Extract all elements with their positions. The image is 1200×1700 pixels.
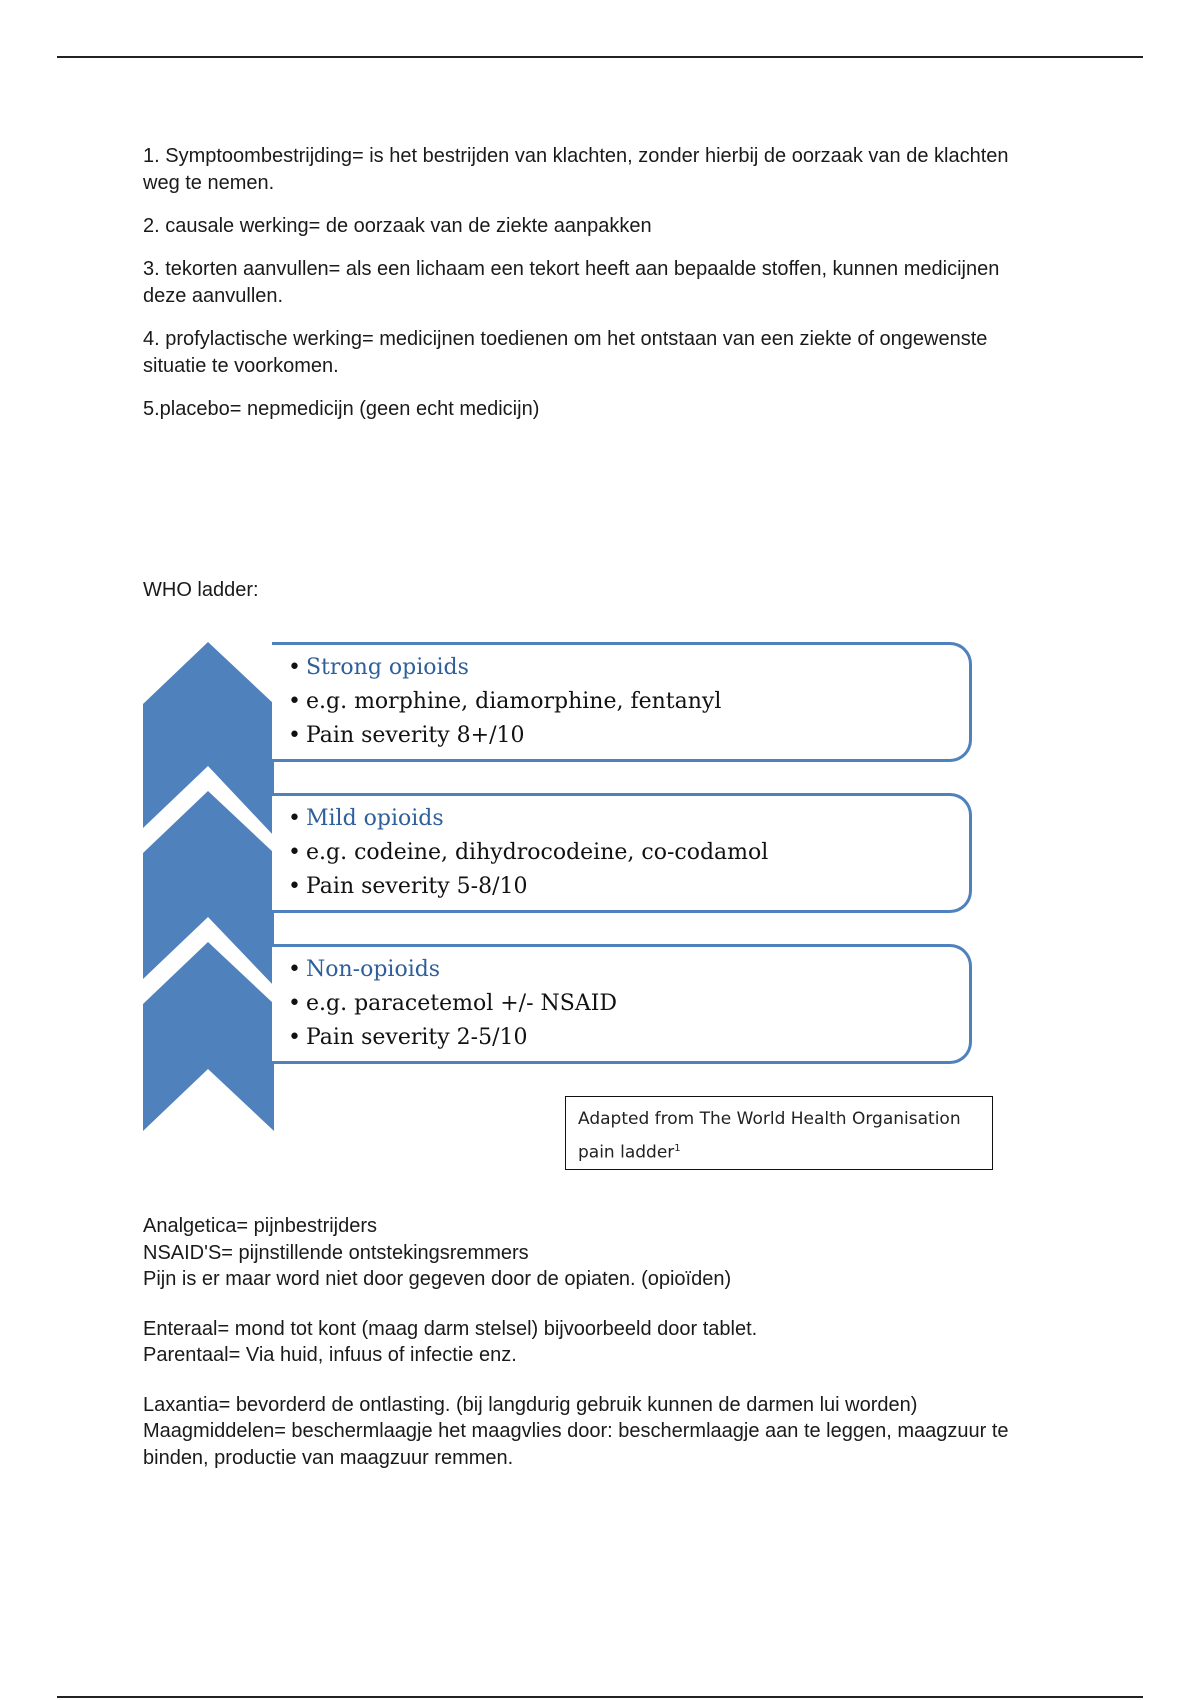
- note-line: Pijn is er maar word niet door gegeven door de opiaten. (opioïden): [143, 1268, 732, 1290]
- caption-text: pain ladder: [578, 1142, 675, 1163]
- notes-section: [143, 1213, 1063, 1494]
- who-ladder-label: WHO ladder:: [143, 579, 259, 601]
- ladder-step-mild: [272, 793, 972, 913]
- step-title: • Mild opioids: [288, 802, 969, 836]
- ladder-step-non-opioid: [272, 944, 972, 1064]
- caption-line-2: [578, 1134, 980, 1168]
- step-examples: • e.g. codeine, dihydrocodeine, co-codamol: [288, 836, 969, 870]
- notes-group: [143, 1392, 1063, 1472]
- definition-item: 5.placebo= nepmedicijn (geen echt medicijn): [143, 398, 540, 420]
- chevron-bottom: [143, 942, 274, 1131]
- note-line: Laxantia= bevorderd de ontlasting. (bij langdurig gebruik kunnen de darmen lui worden): [143, 1393, 918, 1416]
- note-line: Analgetica= pijnbestrijders: [143, 1215, 378, 1237]
- note-line: NSAID'S= pijnstillende ontstekingsremmers: [143, 1241, 529, 1264]
- step-severity: • Pain severity 2-5/10: [288, 1021, 969, 1055]
- step-title: • Non-opioids: [288, 953, 969, 987]
- definition-item: 2. causale werking= de oorzaak van de ziekte aanpakken: [143, 215, 652, 237]
- definition-item: 4. profylactische werking= medicijnen toedienen om het ontstaan van een ziekte of ongewenste situatie te voorkomen.: [143, 328, 988, 377]
- caption-line-1: Adapted from The World Health Organisation: [578, 1109, 961, 1129]
- note-line: Parentaal= Via huid, infuus of infectie enz.: [143, 1344, 517, 1366]
- notes-group: [143, 1213, 1063, 1293]
- definition-item: 1. Symptoombestrijding= is het bestrijden van klachten, zonder hierbij de oorzaak van de klachten weg te nemen.: [143, 145, 1009, 194]
- note-line: Enteraal= mond tot kont (maag darm stelsel) bijvoorbeeld door tablet.: [143, 1317, 758, 1340]
- step-severity: • Pain severity 8+/10: [288, 719, 969, 753]
- step-examples: • e.g. morphine, diamorphine, fentanyl: [288, 685, 969, 719]
- step-examples: • e.g. paracetemol +/- NSAID: [288, 987, 969, 1021]
- step-title: • Strong opioids: [288, 651, 969, 685]
- notes-group: [143, 1316, 1063, 1369]
- caption-footnote: 1: [674, 1143, 681, 1154]
- definition-item: 3. tekorten aanvullen= als een lichaam een tekort heeft aan bepaalde stoffen, kunnen medicijnen deze aanvullen.: [143, 258, 1000, 307]
- note-line: Maagmiddelen= beschermlaagje het maagvlies door: beschermlaagje aan te leggen, maagzuur te binden, productie van maagzuur remmen.: [143, 1420, 1009, 1469]
- ladder-caption: [565, 1096, 993, 1170]
- ladder-step-strong: [272, 642, 972, 762]
- step-severity: • Pain severity 5-8/10: [288, 870, 969, 904]
- bottom-rule: [57, 1696, 1143, 1698]
